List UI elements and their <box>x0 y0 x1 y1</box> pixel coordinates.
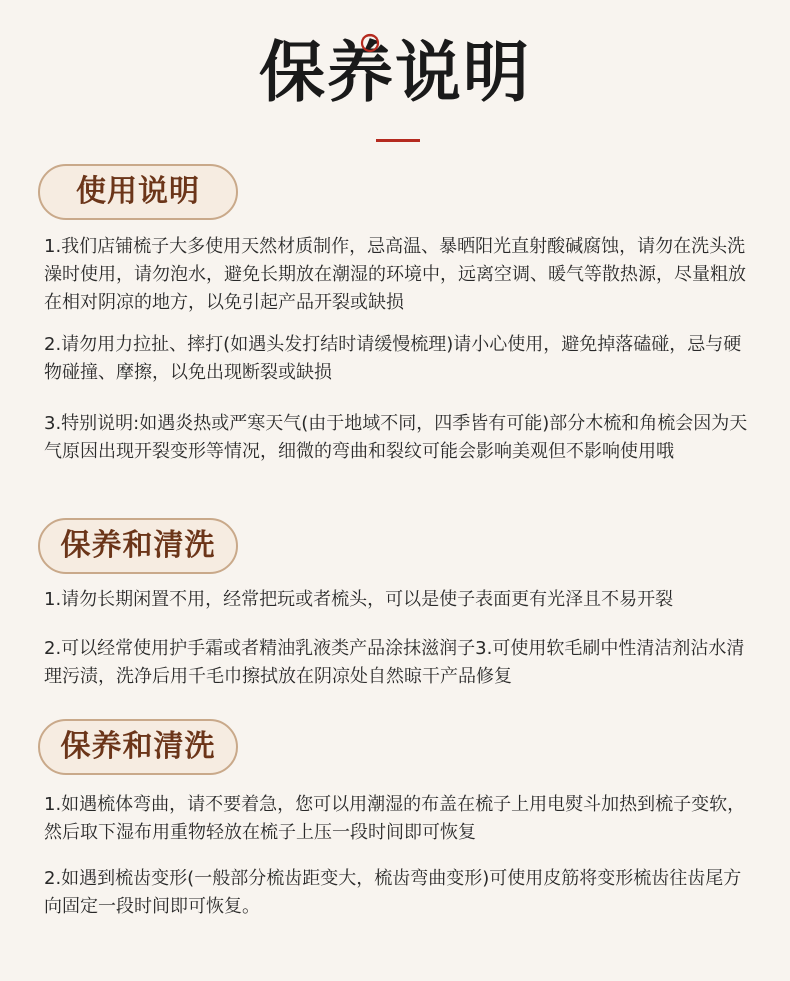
page-header <box>0 22 790 122</box>
usage-item-2: 2.请勿用力拉扯、摔打(如遇头发打结时请缓慢梳理)请小心使用，避免掉落磕碰，忌与硬物碰撞、摩擦，以免出现断裂或缺损 <box>44 334 742 383</box>
page-title: 保养说明 <box>259 33 531 111</box>
usage-item-3: 3.特别说明:如遇炎热或严寒天气(由于地域不同，四季皆有可能)部分木梳和角梳会因为天气原因出现开裂变形等情况，细微的弯曲和裂纹可能会影响美观但不影响使用哦 <box>44 413 748 462</box>
section-heading-usage: 使用说明 <box>38 164 238 220</box>
red-circle-swirl-icon <box>359 32 381 54</box>
care-item-2: 2.可以经常使用护手霜或者精油乳液类产品涂抹滋润子3.可使用软毛刷中性清洁剂沾水清理污渍，洗净后用千毛巾擦拭放在阴凉处自然晾干产品修复 <box>44 638 745 687</box>
repair-item-2: 2.如遇到梳齿变形(一般部分梳齿距变大，梳齿弯曲变形)可使用皮筋将变形梳齿往齿尾方向固定一段时间即可恢复。 <box>44 868 742 917</box>
care-item-1: 1.请勿长期闲置不用，经常把玩或者梳头，可以是使子表面更有光泽且不易开裂 <box>44 589 674 610</box>
section-heading-care-cleaning-2: 保养和清洗 <box>38 719 238 775</box>
repair-item-1: 1.如遇梳体弯曲，请不要着急，您可以用潮湿的布盖在梳子上用电熨斗加热到梳子变软，然后取下湿布用重物轻放在梳子上压一段时间即可恢复 <box>44 794 746 843</box>
title-divider <box>376 139 420 142</box>
usage-item-1: 1.我们店铺梳子大多使用天然材质制作，忌高温、暴晒阳光直射酸碱腐蚀，请勿在洗头洗澡时使用，请勿泡水，避免长期放在潮湿的环境中，远离空调、暖气等散热源，尽量粗放在相对阴凉的地方，以免引起产品开裂或缺损 <box>44 236 746 313</box>
section-heading-care-cleaning: 保养和清洗 <box>38 518 238 574</box>
page-title-block <box>259 22 531 122</box>
